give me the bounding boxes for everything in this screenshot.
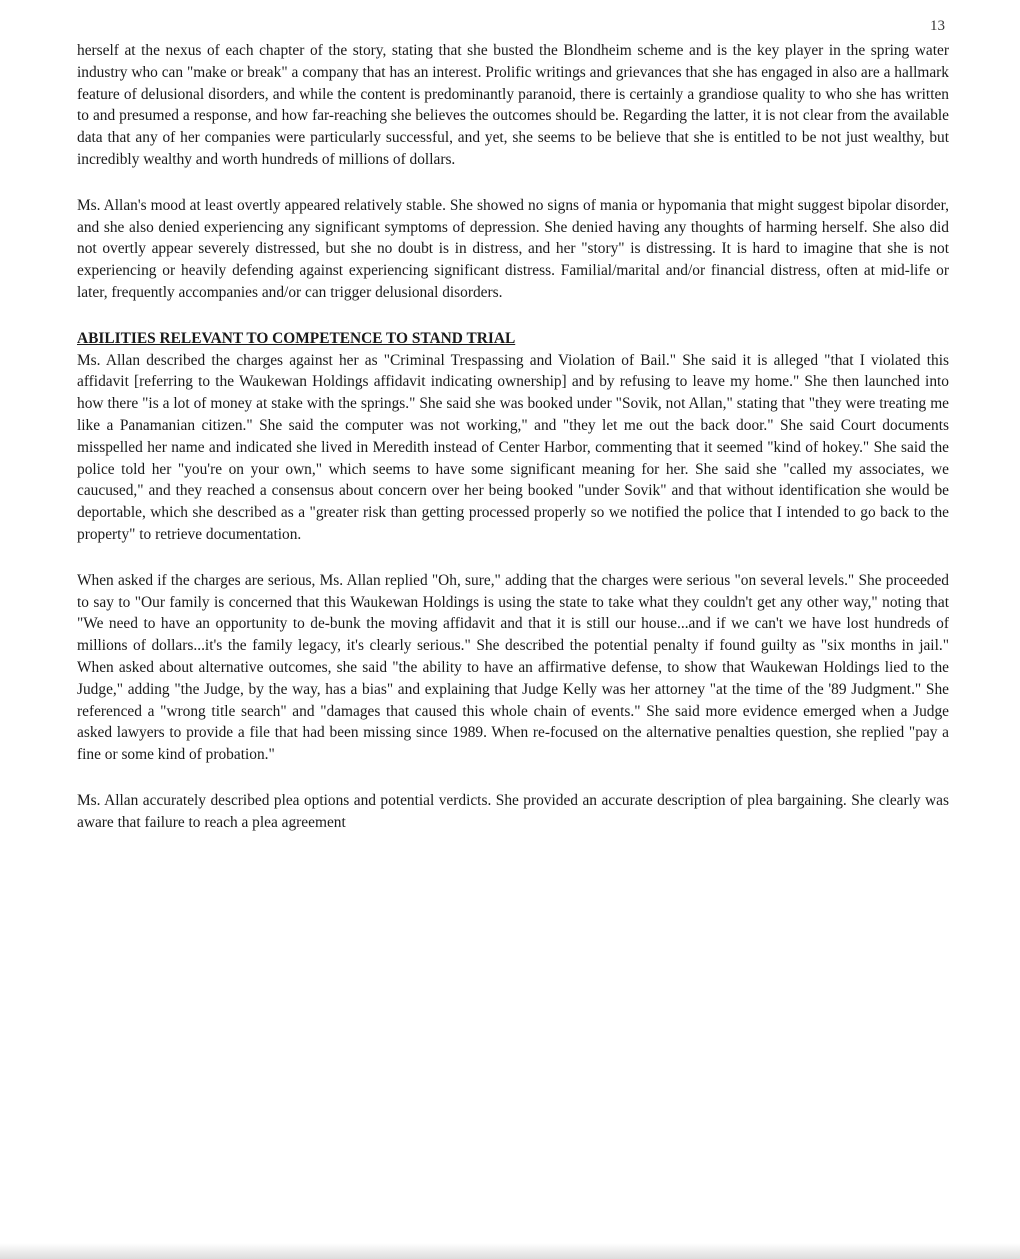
- page-number: 13: [930, 18, 945, 34]
- paragraph-seriousness: When asked if the charges are serious, Ms. Allan replied "Oh, sure," adding that the charges were serious "on several levels." She proceeded to say to "Our family is concerned that this Waukewan Holdings is using the state to take what they couldn't get any other way," noting that "We need to have an opportunity to de-bunk the moving affidavit and that it is still our house...and if we can't we have lost hundreds of millions of dollars...it's the family legacy, it's clearly serious." She described the potential penalty if found guilty as "six months in jail." When asked about alternative outcomes, she said "the ability to have an affirmative defense, to show that Waukewan Holdings lied to the Judge," adding "the Judge, by the way, has a bias" and explaining that Judge Kelly was her attorney "at the time of the '89 Judgment." She referenced a "wrong title search" and "damages that caused this whole chain of events." She said more evidence emerged when a Judge asked lawyers to provide a file that had been missing since 1989. When re-focused on the alternative penalties question, she replied "pay a fine or some kind of probation.": [77, 571, 949, 764]
- scan-bottom-edge: [0, 1243, 1020, 1259]
- section-heading-competence: ABILITIES RELEVANT TO COMPETENCE TO STAND TRIAL: [77, 329, 516, 347]
- paragraph-mood: Ms. Allan's mood at least overtly appeared relatively stable. She showed no signs of mania or hypomania that might suggest bipolar disorder, and she also denied experiencing any significant symptoms of depression. She denied having any thoughts of harming herself. She also did not overtly appear severely distressed, but she no doubt is in distress, and her "story" is distressing. It is hard to imagine that she is not experiencing or heavily defending against experiencing significant distress. Familial/marital and/or financial distress, often at mid-life or later, frequently accompanies and/or can trigger delusional disorders.: [77, 196, 949, 301]
- paragraph-delusional-grandiosity: herself at the nexus of each chapter of the story, stating that she busted the Blondheim scheme and is the key player in the spring water industry who can "make or break" a company that has an interest. Prolific writings and grievances that she has engaged in also are a hallmark feature of delusional disorders, and while the content is predominantly paranoid, there is certainly a grandiose quality to who she has written to and presumed a response, and how far-reaching she believes the outcomes should be. Regarding the latter, it is not clear from the available data that any of her companies were particularly successful, and yet, she seems to be believe that she is entitled to be not just wealthy, but incredibly wealthy and worth hundreds of millions of dollars.: [77, 42, 949, 168]
- paragraph-charges: Ms. Allan described the charges against her as "Criminal Trespassing and Violation of Bail." She said it is alleged "that I violated this affidavit [referring to the Waukewan Holdings affidavit indicating ownership] and by refusing to leave my home." She then launched into how there "is a lot of money at stake with the springs." She said she was booked under "Sovik, not Allan," stating that "they were treating me like a Panamanian citizen." She said the computer was not working," and "they let me out the back door." She said Court documents misspelled her name and indicated she lived in Meredith instead of Center Harbor, commenting that it seemed "kind of hokey." She said the police told her "you're on your own," which seems to have some significant meaning for her. She said she "called my associates, we caucused," and they reached a consensus about concern over her being booked "under Sovik" and that without identification she would be deportable, which she described as a "greater risk than getting processed properly so we notified the police that I intended to go back to the property" to retrieve documentation.: [77, 351, 949, 543]
- document-body: [77, 40, 949, 858]
- paragraph-plea-options: Ms. Allan accurately described plea options and potential verdicts. She provided an accurate description of plea bargaining. She clearly was aware that failure to reach a plea agreement: [77, 791, 949, 831]
